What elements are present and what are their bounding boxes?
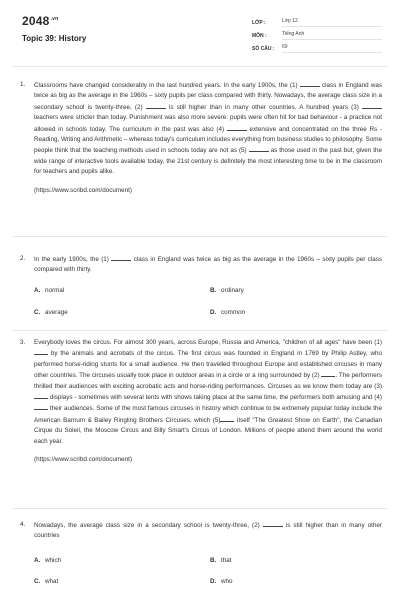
logo-text: 2048: [22, 14, 50, 28]
option-a[interactable]: A. normal: [34, 287, 65, 294]
option-b[interactable]: B. ordinary: [210, 287, 244, 294]
meta-value: Tiếng Anh: [282, 31, 382, 40]
meta-row-subject: [252, 29, 382, 42]
answer-blank: [300, 80, 320, 87]
answer-blank: [362, 102, 382, 109]
meta-label: LỚP :: [252, 19, 266, 26]
question-stem: Nowadays, the average class size in a secondary school is twenty-three, (2): [34, 522, 260, 529]
passage-text: as those used in the past but, given the wide range of interactive tools available today, the 21st century is definitely the most interesting time to be in the classroom for teachers and pupils alike.: [34, 147, 383, 176]
answer-blank: [249, 145, 269, 152]
meta-row-count: [252, 42, 382, 55]
passage-text: is still higher than in many other countries. A hundred years (3): [168, 103, 359, 111]
question-3: [20, 338, 382, 465]
question-1: [20, 80, 382, 196]
answer-blank: [227, 124, 247, 131]
logo-domain: .vn: [50, 16, 59, 22]
answer-blank: [146, 102, 166, 109]
site-logo[interactable]: [22, 14, 58, 28]
answer-options-4: [34, 557, 374, 591]
answer-blank: [321, 370, 335, 377]
answer-blank: [34, 348, 48, 355]
question-passage: [34, 338, 382, 447]
source-link[interactable]: (https://www.scribd.com/document): [34, 456, 132, 464]
passage-text: teachers were stricter than today. Punishment was also more severe: pupils were often hit for bad behaviour - a practice not allowed in schools today. The curriculum in the past was also (4): [34, 114, 382, 133]
option-b[interactable]: B. that: [210, 557, 232, 564]
passage-text: class in England was twice as big as the average in the 1960s – sixty pupils per class compared with thirty. Nowadays, the average class size in a secondary school is twenty-three, (2): [34, 82, 383, 111]
meta-row-class: [252, 16, 382, 29]
question-stem: class in England was twice as big as the average in the 1960s – sixty pupils per class compared with thirty.: [34, 256, 383, 274]
divider: [12, 236, 388, 237]
question-stem: is still higher than in many other countries: [34, 522, 383, 540]
divider: [12, 330, 388, 331]
question-number: 4.: [20, 521, 26, 528]
passage-text: by the animals and acrobats of the circus. The first circus was founded in England in 1769 by Philip Astley, who performed horse-riding stunts for a small audience. He then travelled throughout Europe and established circuses in many other countries. The circuses usually took place in outdoor areas in a circle or a ring surrounded by (2): [34, 350, 382, 380]
topic-title: Topic 39: History: [22, 34, 87, 43]
question-number: 2.: [20, 255, 26, 262]
meta-label: MÔN :: [252, 32, 267, 39]
question-number: 3.: [20, 339, 26, 346]
option-c[interactable]: C. average: [34, 309, 68, 316]
answer-options-2: [34, 287, 374, 327]
answer-blank: [220, 415, 234, 422]
passage-text: displays - sometimes with several tents with shows taking place at the same time, the performers both amusing and (4): [49, 394, 382, 402]
passage-text: their audiences. Some of the most famous circuses in history which continue to be extremely popular today include the American Barnum & Bailey Ringling Brothers Circuses, which (5): [34, 405, 383, 424]
question-4: [20, 520, 382, 542]
meta-label: SỐ CÂU :: [252, 45, 275, 52]
answer-blank: [34, 392, 48, 399]
source-link[interactable]: (https://www.scribd.com/document): [34, 186, 132, 194]
divider: [12, 508, 388, 509]
meta-value: Lớp 12: [282, 18, 382, 27]
question-text: [34, 520, 382, 542]
passage-text: itself "The Greatest Show on Earth", the Canadian Cirque du Soleil, the Moscow Circus and Billy Smart's Circus of London. Millions of people attend them around the world each year.: [34, 416, 383, 445]
meta-value: 69: [282, 44, 382, 53]
option-c[interactable]: C. what: [34, 578, 59, 585]
answer-blank: [263, 520, 283, 527]
question-2: [20, 254, 382, 276]
option-a[interactable]: A. which: [34, 557, 62, 564]
passage-text: Classrooms have changed considerably in the last hundred years. In the early 1900s, the (1): [34, 82, 298, 89]
answer-blank: [111, 254, 131, 261]
page-header: [0, 0, 400, 64]
question-number: 1.: [20, 81, 26, 88]
passage-text: Everybody loves the circus. For almost 300 years, across Europe, Russia and America, "children of all ages" have been (1): [34, 339, 382, 346]
divider: [12, 66, 388, 67]
answer-blank: [34, 403, 48, 410]
passage-text: . The performers thrilled their audiences with exciting acrobatic acts and horse-riding performances. Circuses as we know them today are (3): [34, 372, 382, 390]
passage-text: extensive and concentrated on the three Rs - Reading, Writing and Arithmetic – whereas today's curriculum includes everything from business studies to philosophy. Some people think that the teaching methods used in schools today are not as (5): [34, 125, 383, 155]
question-text: [34, 254, 382, 276]
question-passage: [34, 80, 382, 178]
question-stem: In the early 1900s, the (1): [34, 256, 109, 263]
worksheet-meta: [252, 16, 382, 55]
option-d[interactable]: D. who: [210, 578, 233, 585]
option-d[interactable]: D. common: [210, 309, 246, 316]
